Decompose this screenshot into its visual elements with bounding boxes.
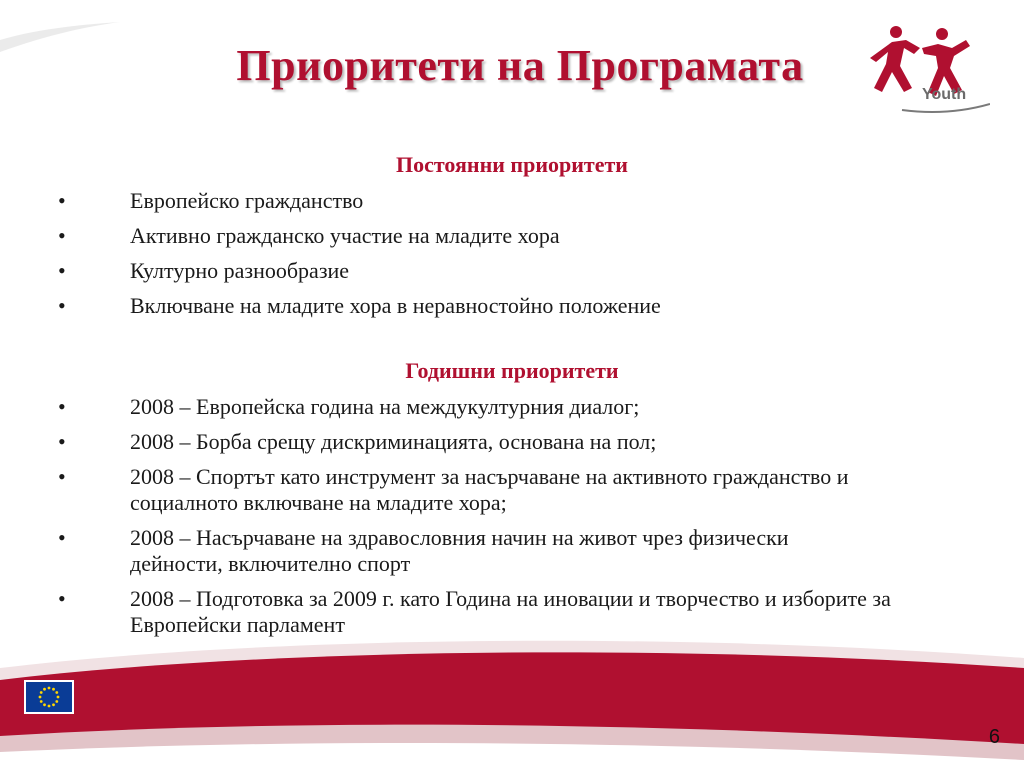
- bullet: •: [58, 429, 66, 454]
- bullet: •: [58, 293, 66, 318]
- list-item: [0, 223, 1024, 249]
- bullet: •: [58, 258, 66, 283]
- list-item: [0, 293, 1024, 319]
- list-item-text: 2008 – Европейска година на междукултурния диалог;: [130, 394, 640, 419]
- page-number: 6: [988, 726, 1000, 748]
- list-item: [0, 429, 1024, 455]
- slide-title: Приоритети на Програмата: [236, 41, 804, 90]
- annual-priorities-heading: Годишни приоритети: [405, 358, 619, 383]
- list-item-text: Културно разнообразие: [130, 258, 350, 283]
- list-item-text: Активно гражданско участие на младите хора: [130, 223, 560, 248]
- bottom-decorative-wave: [0, 628, 1024, 768]
- list-item-text: 2008 – Подготовка за 2009 г. като Година на иновации и творчество и изборите за Европейски парламент: [130, 586, 891, 637]
- list-item: [0, 464, 1024, 516]
- list-item: [0, 188, 1024, 214]
- bullet: •: [58, 586, 66, 611]
- list-item-text: Европейско гражданство: [130, 188, 364, 213]
- list-item: [0, 394, 1024, 420]
- permanent-priorities-list: [0, 188, 1024, 328]
- list-item-text: 2008 – Насърчаване на здравословния начин на живот чрез физически дейности, включително спорт: [130, 525, 789, 576]
- bullet: •: [58, 525, 66, 550]
- list-item-text: 2008 – Спортът като инструмент за насърчаване на активното гражданство и социалното включване на младите хора;: [130, 464, 849, 515]
- bullet: •: [58, 394, 66, 419]
- annual-priorities-list: [0, 394, 1024, 647]
- list-item-text: Включване на младите хора в неравностойно положение: [130, 293, 661, 318]
- bullet: •: [58, 464, 66, 489]
- bullet: •: [58, 223, 66, 248]
- eu-flag-icon: [24, 680, 74, 714]
- bullet: •: [58, 188, 66, 213]
- list-item: [0, 525, 1024, 577]
- list-item-text: 2008 – Борба срещу дискриминацията, основана на пол;: [130, 429, 657, 454]
- permanent-priorities-heading: Постоянни приоритети: [396, 152, 628, 177]
- youth-logo-text: Youth: [922, 86, 967, 103]
- list-item: [0, 258, 1024, 284]
